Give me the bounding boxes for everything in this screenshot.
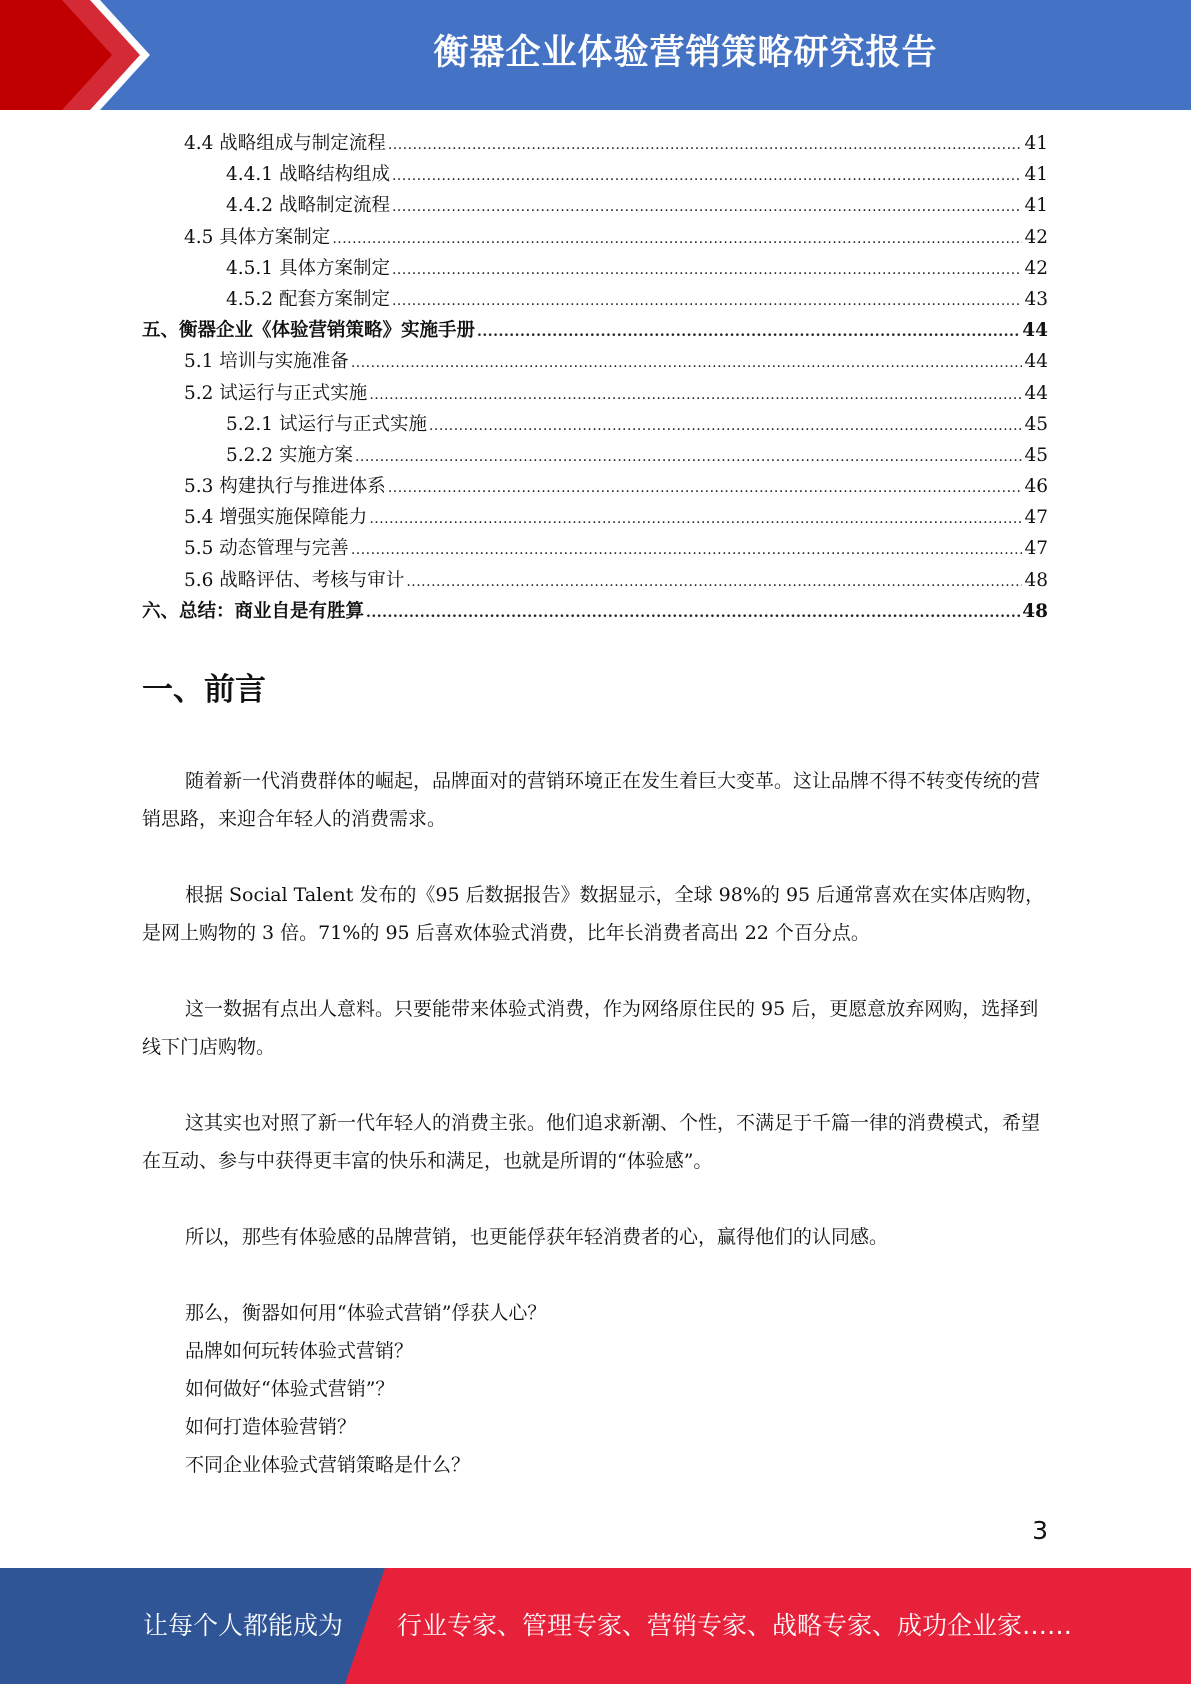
toc-entry[interactable] [142, 378, 1048, 409]
toc-entry-page: 43 [1024, 288, 1048, 310]
paragraph: 随着新一代消费群体的崛起，品牌面对的营销环境正在发生着巨大变革。这让品牌不得不转变传统的营销思路，来迎合年轻人的消费需求。 [142, 770, 1041, 830]
footer-slogan-right: 行业专家、管理专家、营销专家、战略专家、成功企业家…… [397, 1611, 1073, 1640]
toc-entry-page: 45 [1024, 444, 1048, 466]
paragraph: 所以，那些有体验感的品牌营销，也更能俘获年轻消费者的心，赢得他们的认同感。 [185, 1226, 889, 1248]
document-title: 衡器企业体验营销策略研究报告 [433, 33, 938, 73]
toc-entry-page: 42 [1024, 257, 1048, 279]
toc-leader-dots [355, 442, 1023, 473]
toc-entry-page: 41 [1024, 195, 1048, 217]
toc-entry-label: 4.4.1 战略结构组成 [226, 164, 390, 186]
toc-leader-dots [366, 598, 1020, 629]
question-line: 品牌如何玩转体验式营销？ [185, 1340, 414, 1362]
toc-entry[interactable] [142, 222, 1048, 253]
toc-leader-dots [369, 380, 1022, 411]
toc-leader-dots [406, 567, 1022, 598]
toc-leader-dots [388, 473, 1023, 504]
toc-entry-page: 41 [1024, 133, 1048, 154]
body-text [142, 762, 1048, 1484]
table-of-contents [142, 128, 1048, 627]
toc-leader-dots [392, 286, 1022, 317]
toc-entry-page: 47 [1024, 538, 1048, 560]
toc-entry-label: 4.5.1 具体方案制定 [226, 257, 390, 279]
toc-entry-page: 47 [1024, 507, 1048, 529]
toc-entry-label: 5.5 动态管理与完善 [184, 538, 349, 560]
header-arrow-graphic [0, 0, 160, 110]
toc-entry-label: 5.1 培训与实施准备 [184, 351, 349, 373]
toc-leader-dots [392, 255, 1022, 286]
toc-entry[interactable] [142, 502, 1048, 533]
question-line: 那么，衡器如何用“体验式营销”俘获人心？ [185, 1302, 547, 1324]
toc-entry-page: 44 [1024, 351, 1048, 373]
toc-entry-label: 5.3 构建执行与推进体系 [184, 476, 386, 498]
toc-entry-label: 5.2.1 试运行与正式实施 [226, 413, 427, 435]
paragraph: 这一数据有点出人意料。只要能带来体验式消费，作为网络原住民的 95 后，更愿意放弃网购，选择到线下门店购物。 [142, 998, 1039, 1058]
toc-entry-label: 4.4 战略组成与制定流程 [184, 133, 386, 154]
toc-entry-page: 45 [1024, 413, 1048, 435]
toc-entry[interactable] [142, 315, 1048, 346]
toc-entry-page: 44 [1022, 320, 1048, 342]
toc-entry[interactable] [142, 346, 1048, 377]
page-number: 3 [1032, 1516, 1048, 1545]
toc-entry[interactable] [142, 440, 1048, 471]
toc-entry-label: 4.5.2 配套方案制定 [226, 288, 390, 310]
footer-banner [0, 1568, 1191, 1684]
toc-entry-page: 41 [1024, 164, 1048, 186]
toc-entry-label: 五、衡器企业《体验营销策略》实施手册 [142, 320, 476, 342]
question-list [142, 1294, 1048, 1484]
toc-entry[interactable] [142, 284, 1048, 315]
toc-leader-dots [332, 224, 1022, 255]
toc-entry[interactable] [142, 533, 1048, 564]
toc-entry-page: 46 [1024, 476, 1048, 498]
question-line: 不同企业体验式营销策略是什么？ [185, 1454, 471, 1476]
toc-entry[interactable] [142, 409, 1048, 440]
toc-entry-label: 4.5 具体方案制定 [184, 226, 331, 248]
toc-leader-dots [392, 161, 1022, 192]
toc-entry[interactable] [142, 253, 1048, 284]
section-heading: 一、前言 [142, 672, 266, 708]
toc-entry-label: 5.6 战略评估、考核与审计 [184, 569, 405, 591]
toc-entry[interactable] [142, 159, 1048, 190]
toc-entry[interactable] [142, 565, 1048, 596]
toc-leader-dots [429, 411, 1022, 442]
question-line: 如何打造体验营销？ [185, 1416, 357, 1438]
paragraph: 这其实也对照了新一代年轻人的消费主张。他们追求新潮、个性，不满足于千篇一律的消费模式，希望在互动、参与中获得更丰富的快乐和满足，也就是所谓的“体验感”。 [142, 1112, 1041, 1172]
toc-entry[interactable] [142, 190, 1048, 221]
toc-leader-dots [392, 192, 1022, 223]
toc-leader-dots [369, 504, 1022, 535]
question-line: 如何做好“体验式营销”？ [185, 1378, 395, 1400]
toc-leader-dots [477, 317, 1020, 348]
toc-entry-label: 5.2.2 实施方案 [226, 444, 353, 466]
toc-entry[interactable] [142, 128, 1048, 159]
toc-entry-page: 48 [1022, 600, 1048, 622]
toc-entry[interactable] [142, 596, 1048, 627]
toc-entry-page: 48 [1024, 569, 1048, 591]
header-banner [0, 0, 1191, 110]
toc-entry-label: 5.4 增强实施保障能力 [184, 507, 368, 529]
footer-slogan-left: 让每个人都能成为 [143, 1611, 344, 1640]
toc-entry-label: 六、总结：商业自是有胜算 [142, 600, 365, 622]
toc-entry-page: 44 [1024, 382, 1048, 404]
paragraph: 根据 Social Talent 发布的《95 后数据报告》数据显示，全球 98%的 95 后通常喜欢在实体店购物，是网上购物的 3 倍。71%的 95 后喜欢体验式消费，比年长消费者高出 22 个百分点。 [142, 884, 1045, 944]
toc-leader-dots [351, 348, 1023, 379]
toc-entry-page: 42 [1024, 226, 1048, 248]
toc-leader-dots [388, 130, 1023, 161]
toc-entry[interactable] [142, 471, 1048, 502]
toc-entry-label: 5.2 试运行与正式实施 [184, 382, 368, 404]
toc-leader-dots [351, 535, 1023, 566]
toc-entry-label: 4.4.2 战略制定流程 [226, 195, 390, 217]
